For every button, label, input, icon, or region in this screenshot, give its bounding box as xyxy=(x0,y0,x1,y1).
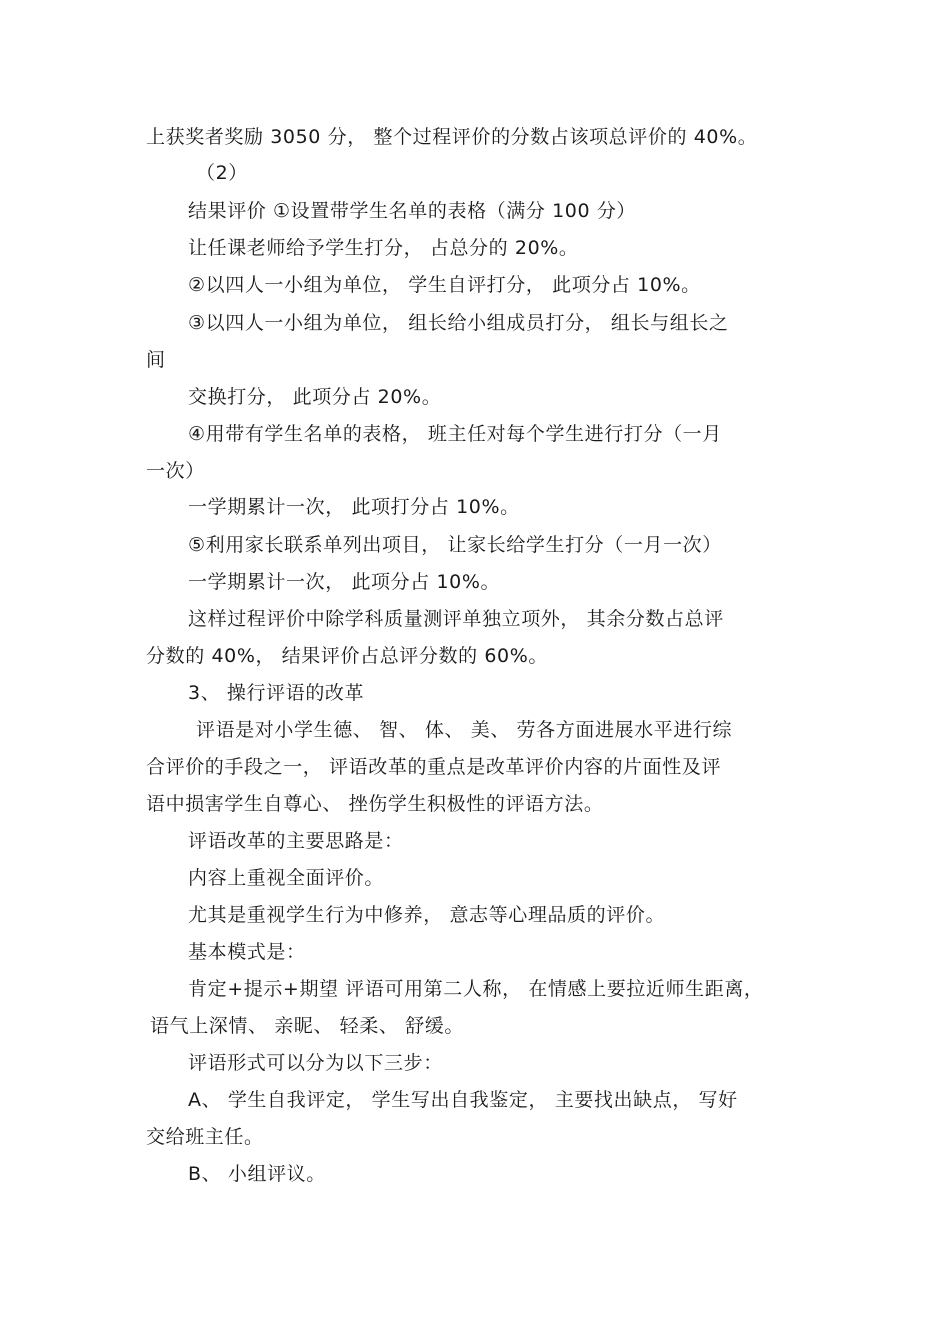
text-line: ④用带有学生名单的表格， 班主任对每个学生进行打分（一月 xyxy=(188,423,722,445)
text-line: 肯定+提示+期望 评语可用第二人称， 在情感上要拉近师生距离， xyxy=(188,978,764,1000)
text-line: 间 xyxy=(146,349,166,371)
text-line: 交换打分， 此项分占 20%。 xyxy=(188,386,442,408)
text-line: 基本模式是： xyxy=(188,941,306,963)
text-line: （2） xyxy=(196,162,248,184)
section-heading: 3、 操行评语的改革 xyxy=(188,682,365,704)
text-line: A、 学生自我评定， 学生写出自我鉴定， 主要找出缺点， 写好 xyxy=(188,1089,738,1111)
text-line: 评语是对小学生德、 智、 体、 美、 劳各方面进展水平进行综 xyxy=(196,719,733,741)
text-line: ⑤利用家长联系单列出项目， 让家长给学生打分（一月一次） xyxy=(188,534,722,556)
text-line: 评语改革的主要思路是： xyxy=(188,830,404,852)
text-line: 尤其是重视学生行为中修养， 意志等心理品质的评价。 xyxy=(188,904,666,926)
text-line: 一学期累计一次， 此项分占 10%。 xyxy=(188,571,501,593)
text-line: B、 小组评议。 xyxy=(188,1163,326,1185)
text-line: 一次） xyxy=(146,460,205,482)
text-line: 让任课老师给予学生打分， 占总分的 20%。 xyxy=(188,237,579,259)
text-line: 上获奖者奖励 3050 分， 整个过程评价的分数占该项总评价的 40%。 xyxy=(146,126,758,148)
text-line: 语气上深情、 亲昵、 轻柔、 舒缓。 xyxy=(150,1015,464,1037)
text-line: 这样过程评价中除学科质量测评单独立项外， 其余分数占总评 xyxy=(188,608,724,630)
text-line: 合评价的手段之一， 评语改革的重点是改革评价内容的片面性及评 xyxy=(146,756,722,778)
text-line: 内容上重视全面评价。 xyxy=(188,867,385,889)
text-line: 分数的 40%， 结果评价占总评分数的 60%。 xyxy=(146,645,548,667)
text-line: ③以四人一小组为单位， 组长给小组成员打分， 组长与组长之 xyxy=(188,312,729,334)
text-line: 交给班主任。 xyxy=(146,1126,264,1148)
text-line: 语中损害学生自尊心、 挫伤学生积极性的评语方法。 xyxy=(146,793,604,815)
text-line: ②以四人一小组为单位， 学生自评打分， 此项分占 10%。 xyxy=(188,274,701,296)
text-line: 一学期累计一次， 此项打分占 10%。 xyxy=(188,496,520,518)
text-line: 结果评价 ①设置带学生名单的表格（满分 100 分） xyxy=(188,200,637,222)
text-line: 评语形式可以分为以下三步： xyxy=(188,1052,443,1074)
